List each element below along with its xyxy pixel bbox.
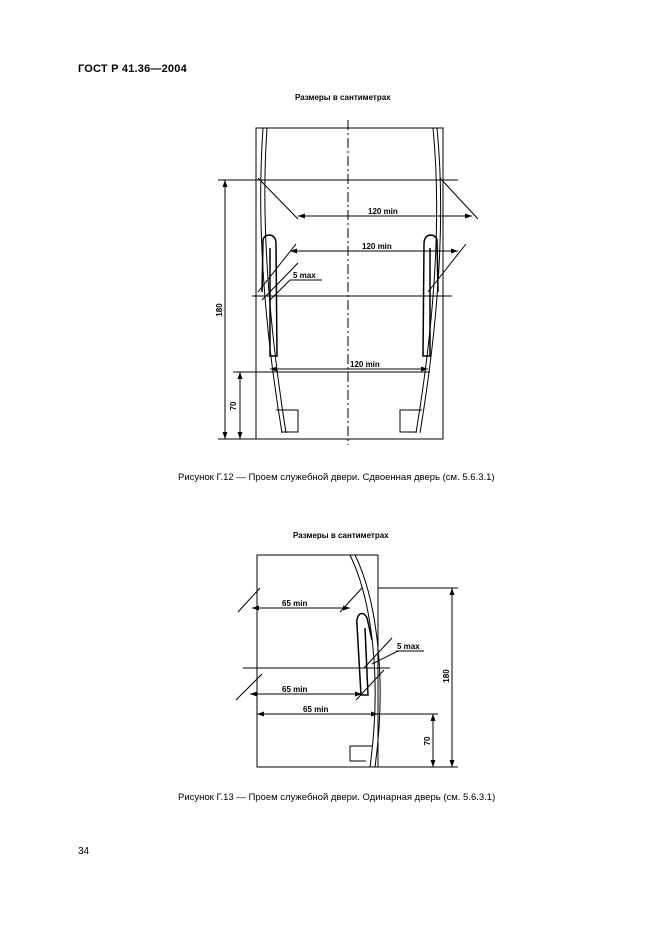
figure13-dim-mid-label: 65 min	[282, 685, 308, 694]
figure13-arrow	[250, 692, 257, 697]
figure13-step	[350, 746, 372, 761]
figure12-height-lower-label: 70	[229, 401, 238, 411]
figure13-arrow	[450, 588, 455, 595]
figure12-arrow	[421, 367, 428, 372]
figure12-frame	[256, 128, 443, 439]
figure13-arrow	[343, 606, 350, 611]
figure12-dim-mid-label: 120 min	[362, 242, 392, 251]
figure13-caption: Рисунок Г.13 — Проем служебной двери. Одинарная дверь (см. 5.6.3.1)	[178, 792, 496, 803]
figure12-leader-top-right	[440, 178, 478, 219]
figure12-arrow	[298, 214, 305, 219]
figure13-arrow	[431, 714, 436, 721]
figure13-arrow	[431, 760, 436, 767]
figure13-dim-top-label: 65 min	[282, 599, 308, 608]
figure12-right-wall-outer	[416, 128, 437, 433]
document-header: ГОСТ Р 41.36—2004	[78, 63, 187, 75]
figure12-units-note: Размеры в сантиметрах	[295, 93, 391, 102]
figure13-arrow	[450, 760, 455, 767]
figure12-arrow	[223, 432, 228, 439]
figure12-arrow	[290, 249, 297, 254]
figure12-height-total-label: 180	[215, 303, 224, 317]
figure12-arrow	[451, 249, 458, 254]
figure12-arrow	[270, 367, 277, 372]
figure13-dim-bottom-label: 65 min	[303, 705, 329, 714]
figure13-leader-mid-left	[236, 674, 262, 700]
figure12-arrow	[238, 372, 243, 379]
figure12-caption: Рисунок Г.12 — Проем служебной двери. Сдвоенная дверь (см. 5.6.3.1)	[178, 472, 495, 483]
figure12-arrow	[465, 214, 472, 219]
figure13-arrow	[257, 712, 264, 717]
figure13-height-total-label: 180	[442, 669, 451, 683]
figure12-gap-leader-b	[270, 280, 290, 300]
figure12-dim-bottom-label: 120 min	[350, 360, 380, 369]
figure12-arrow	[223, 180, 228, 187]
figure13-arrow	[252, 606, 259, 611]
figure13-gap-leader-b	[372, 651, 398, 664]
figure13-units-note: Размеры в сантиметрах	[293, 531, 389, 540]
figure13-height-lower-label: 70	[423, 736, 432, 746]
page-number: 34	[78, 846, 90, 857]
figure13-wall-outer	[350, 555, 375, 767]
figure13-gap-label: 5 max	[397, 642, 420, 651]
figure12-gap-label: 5 max	[293, 271, 316, 280]
figure13-handrail	[357, 614, 372, 696]
figure12-dim-top-label: 120 min	[368, 207, 398, 216]
figure12-arrow	[238, 432, 243, 439]
figure13-frame	[257, 555, 378, 767]
figure12-leader-top-left	[258, 178, 298, 219]
